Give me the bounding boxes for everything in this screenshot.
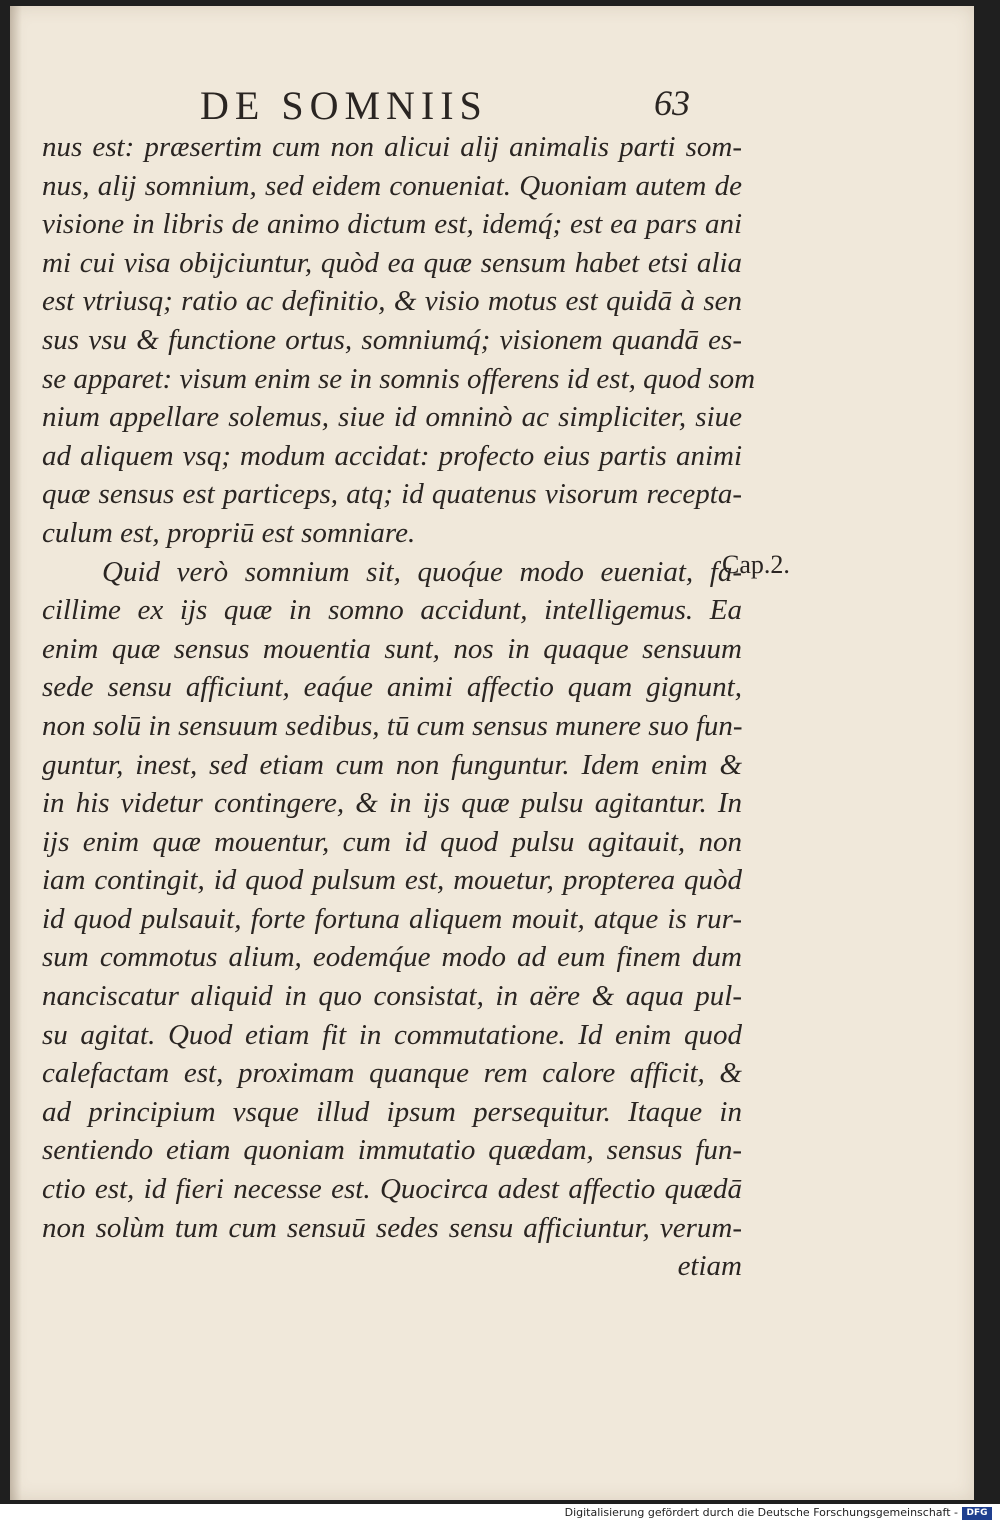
catchword: etiam xyxy=(677,1250,742,1283)
text-line: mi cui visa obijciuntur, quòd ea quæ sensum habet etsi alia xyxy=(42,246,742,279)
text-line: se apparet: visum enim se in somnis offerens id est, quod som xyxy=(42,362,756,395)
text-line: sentiendo etiam quoniam immutatio quædam, sensus fun- xyxy=(42,1134,742,1167)
page-spine-shadow xyxy=(10,6,22,1500)
text-line: nium appellare solemus, siue id omninò ac simpliciter, siue xyxy=(42,401,742,434)
text-line: id quod pulsauit, forte fortuna aliquem mouit, atque is rur- xyxy=(42,902,742,935)
text-line: sede sensu afficiunt, eaq́ue animi affectio quam gignunt, xyxy=(42,671,742,704)
text-line: non solùm tum cum sensuū sedes sensu afficiuntur, verum- xyxy=(42,1211,742,1244)
text-line: ad principium vsque illud ipsum persequitur. Itaque in xyxy=(42,1095,742,1128)
page-number: 63 xyxy=(654,83,690,123)
text-line: sus vsu & functione ortus, somniumq́; visionem quandā es- xyxy=(42,323,742,356)
text-line: su agitat. Quod etiam fit in commutatione. Id enim quod xyxy=(42,1018,742,1051)
text-line: culum est, propriū est somniare. xyxy=(42,516,416,549)
text-line: ijs enim quæ mouentur, cum id quod pulsu agitauit, non xyxy=(42,825,742,858)
funding-credit: Digitalisierung gefördert durch die Deutsche Forschungsgemeinschaft - xyxy=(564,1506,958,1519)
text-line: sum commotus alium, eodemq́ue modo ad eum finem dum xyxy=(42,941,742,974)
text-line: guntur, inest, sed etiam cum non funguntur. Idem enim & xyxy=(42,748,742,781)
dfg-logo: DFG xyxy=(962,1507,992,1520)
text-line: quæ sensus est particeps, atq; id quatenus visorum recepta- xyxy=(42,478,742,511)
text-line: non solū in sensuum sedibus, tū cum sensus munere suo fun- xyxy=(42,709,743,742)
text-line: nus est: præsertim cum non alicui alij animalis parti som- xyxy=(42,131,742,163)
text-line: visione in libris de animo dictum est, idemq́; est ea pars ani xyxy=(42,208,742,241)
footer-bar xyxy=(0,1504,1000,1524)
text-line-paragraph-start: Quid verò somnium sit, quoq́ue modo eueniat, fa- xyxy=(102,555,742,588)
text-line: calefactam est, proximam quanque rem calore afficit, & xyxy=(42,1057,742,1090)
text-line: ctio est, id fieri necesse est. Quocirca adest affectio quædā xyxy=(42,1173,742,1206)
text-line: ad aliquem vsq; modum accidat: profecto eius partis animi xyxy=(42,439,742,472)
text-line: in his videtur contingere, & in ijs quæ pulsu agitantur. In xyxy=(42,787,742,820)
text-line: iam contingit, id quod pulsum est, mouetur, propterea quòd xyxy=(42,864,742,897)
running-title: DE SOMNIIS xyxy=(200,83,488,128)
text-line: enim quæ sensus mouentia sunt, nos in quaque sensuum xyxy=(42,632,742,665)
text-line: nanciscatur aliquid in quo consistat, in aëre & aqua pul- xyxy=(42,980,742,1013)
text-line: est vtriusq; ratio ac definitio, & visio motus est quidā à sen xyxy=(42,285,742,318)
text-line: cillime ex ijs quæ in somno accidunt, intelligemus. Ea xyxy=(42,594,742,627)
marginal-note: Cap.2. xyxy=(722,550,790,579)
text-line: nus, alij somnium, sed eidem conueniat. Quoniam autem de xyxy=(42,169,742,202)
